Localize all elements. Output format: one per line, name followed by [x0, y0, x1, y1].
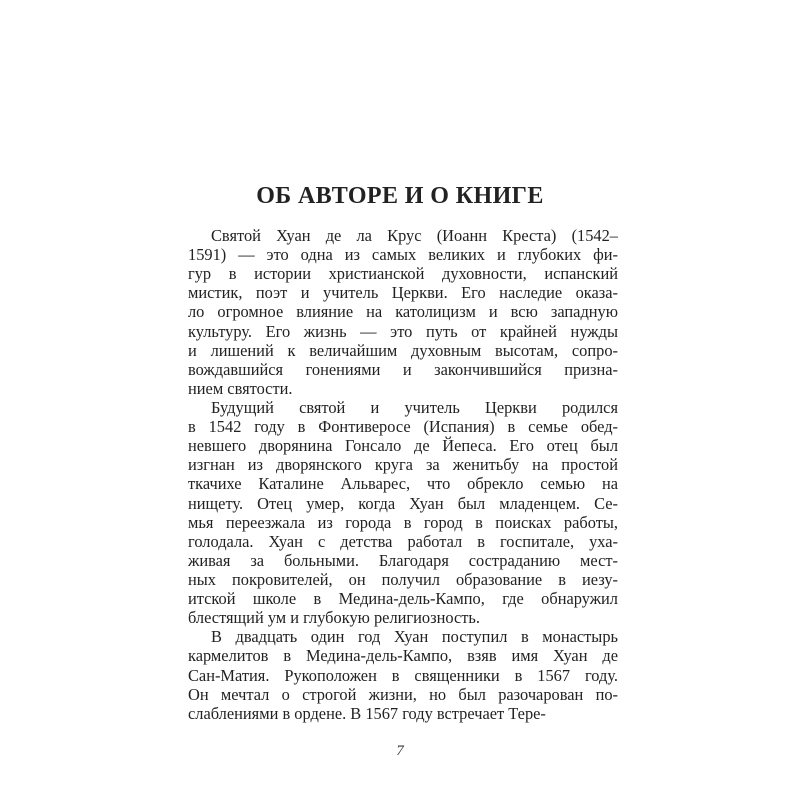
text-line: Сан-Матия. Рукоположен в священники в 1567 году.: [188, 665, 618, 685]
text-line: гур в истории христианской духовности, испанский: [188, 264, 618, 284]
text-line: невшего дворянина Гонсало де Йепеса. Его отец был: [188, 436, 618, 456]
text-line: слаблениями в ордене. В 1567 году встречает Тере-: [188, 703, 546, 723]
text-line: изгнан из дворянского круга за женитьбу на простой: [188, 455, 618, 475]
text-line: нием святости.: [188, 378, 293, 398]
text-line: ных покровителей, он получил образование в иезу-: [188, 569, 618, 589]
text-line: Он мечтал о строгой жизни, но был разочарован по-: [188, 684, 618, 704]
text-line: Святой Хуан де ла Крус (Иоанн Креста) (1542–: [211, 226, 618, 245]
text-line: 1591) — это одна из самых великих и глубоких фи-: [188, 245, 618, 265]
text-line: в 1542 году в Фонтиверосе (Испания) в семье обед-: [188, 417, 618, 437]
text-line: и лишений к величайшим духовным высотам, сопро-: [188, 340, 618, 360]
text-line: нищету. Отец умер, когда Хуан был младенцем. Се-: [188, 493, 618, 513]
text-line: вождавшийся гонениями и закончившийся призна-: [188, 359, 618, 379]
text-line: мистик, поэт и учитель Церкви. Его наследие оказа-: [188, 283, 618, 303]
text-line: ло огромное влияние на католицизм и всю западную: [188, 302, 618, 322]
text-line: Будущий святой и учитель Церкви родился: [211, 397, 618, 417]
text-line: мья переезжала из города в город в поисках работы,: [188, 512, 618, 532]
page-title: ОБ АВТОРЕ И О КНИГЕ: [256, 183, 544, 209]
text-line: блестящий ум и глубокую религиозность.: [188, 608, 480, 628]
text-line: итской школе в Медина-дель-Кампо, где обнаружил: [188, 589, 618, 609]
text-line: ткачихе Каталине Альварес, что обрекло семью на: [188, 474, 618, 494]
text-line: живая за больными. Благодаря состраданию мест-: [188, 550, 618, 570]
text-line: В двадцать один год Хуан поступил в монастырь: [211, 627, 618, 647]
page-number: 7: [396, 743, 404, 759]
text-line: культуру. Его жизнь — это путь от крайней нужды: [188, 321, 618, 341]
body-text: [188, 226, 618, 723]
text-line: голодала. Хуан с детства работал в госпитале, уха-: [188, 531, 618, 551]
text-line: кармелитов в Медина-дель-Кампо, взяв имя Хуан де: [188, 646, 618, 666]
